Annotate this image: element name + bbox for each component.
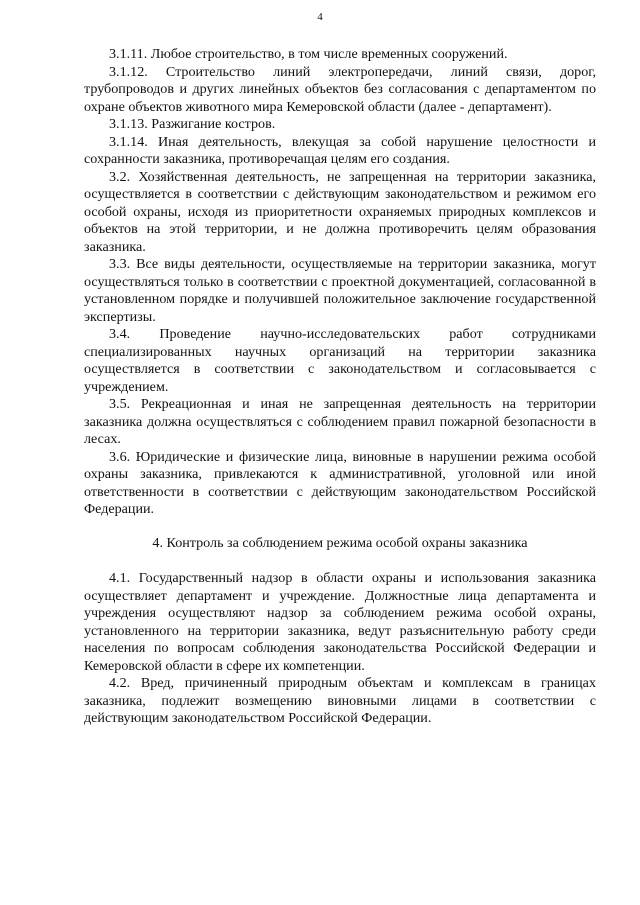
paragraph-3-2: 3.2. Хозяйственная деятельность, не запрещенная на территории заказника, осуществляется в соответствии с действующим законодательством и режимом его особой охраны, исходя из приоритетности охраняемых природных комплексов и объектов на этой территории, и не должна противоречить целям образования заказника. [84,168,596,255]
paragraph-3-3: 3.3. Все виды деятельности, осуществляемые на территории заказника, могут осуществляться только в соответствии с проектной документацией, согласованной в установленном порядке и получившей положительное заключение государственной экспертизы. [84,256,596,325]
paragraph-3-1-13: 3.1.13. Разжигание костров. [109,116,276,132]
paragraph-3-1-14: 3.1.14. Иная деятельность, влекущая за собой нарушение целостности и сохранности заказника, противоречащая целям его создания. [84,133,596,167]
section-heading: 4. Контроль за соблюдением режима особой охраны заказника [152,534,528,551]
paragraph-4-2: 4.2. Вред, причиненный природным объектам и комплексам в границах заказника, подлежит возмещению виновными лицами в соответствии с действующим законодательством Российской Федерации. [84,675,596,726]
document-body [84,46,596,728]
paragraph-3-1-12: 3.1.12. Строительство линий электропередачи, линий связи, дорог, трубопроводов и других линейных объектов без согласования с департаментом по охране объектов животного мира Кемеровской области (далее - департамент). [84,63,596,115]
paragraph-3-5: 3.5. Рекреационная и иная не запрещенная деятельность на территории заказника должна осуществляться с соблюдением правил пожарной безопасности в лесах. [84,396,596,447]
paragraph-4-1: 4.1. Государственный надзор в области охраны и использования заказника осуществляет департамент и учреждение. Должностные лица департамента и учреждения осуществляют надзор за соблюдением режима особой охраны, установленного на территории заказника, ведут разъяснительную работу среди населения по вопросам соблюдения законодательства Российской Федерации и Кемеровской области в сфере их компетенции. [84,570,596,674]
paragraph-3-1-11: 3.1.11. Любое строительство, в том числе временных сооружений. [109,46,508,62]
page-number: 4 [317,11,323,23]
paragraph-3-4: 3.4. Проведение научно-исследовательских работ сотрудниками специализированных научных организаций на территории заказника осуществляется в соответствии с законодательством и согласовывается с учреждением. [84,326,596,395]
paragraph-3-6: 3.6. Юридические и физические лица, виновные в нарушении режима особой охраны заказника, привлекаются к административной, уголовной или иной ответственности в соответствии с действующим законодательством Российской Федерации. [84,448,596,517]
